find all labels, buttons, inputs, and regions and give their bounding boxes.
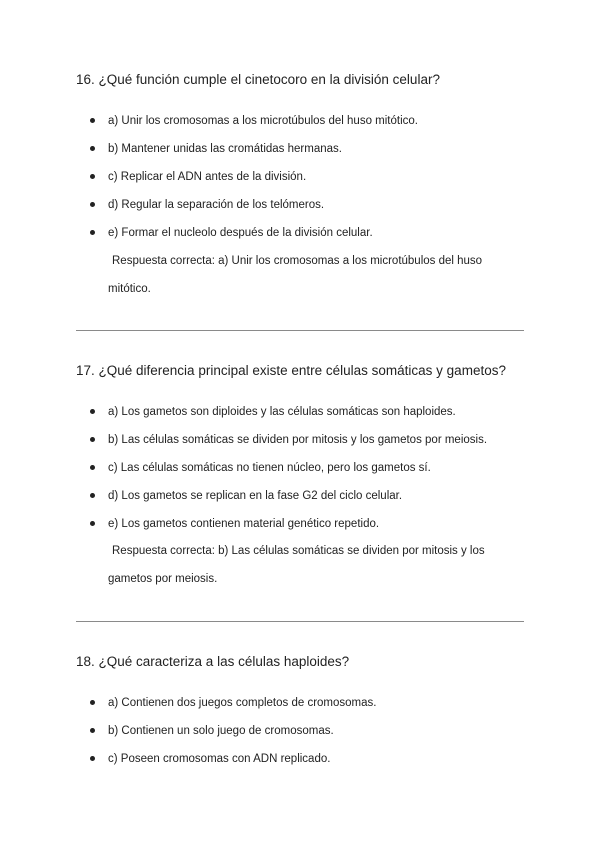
bullet-icon <box>90 174 95 179</box>
list-item <box>90 454 530 482</box>
question-title: 17. ¿Qué diferencia principal existe entre células somáticas y gametos? <box>76 363 506 378</box>
list-item <box>90 219 530 247</box>
bullet-icon <box>90 521 95 526</box>
bullet-icon <box>90 493 95 498</box>
option-text: c) Replicar el ADN antes de la división. <box>108 171 307 183</box>
list-item <box>90 398 530 426</box>
option-text: b) Las células somáticas se dividen por mitosis y los gametos por meiosis. <box>108 434 488 446</box>
list-item <box>90 135 530 163</box>
bullet-icon <box>90 409 95 414</box>
option-text: d) Regular la separación de los telómeros. <box>108 199 325 211</box>
bullet-icon <box>90 146 95 151</box>
correct-answer-16 <box>108 247 528 303</box>
list-item <box>90 163 530 191</box>
option-text: e) Formar el nucleolo después de la división celular. <box>108 227 373 239</box>
option-text: a) Contienen dos juegos completos de cromosomas. <box>108 697 377 709</box>
list-item <box>90 717 530 745</box>
question-title: 18. ¿Qué caracteriza a las células haploides? <box>76 654 350 669</box>
option-text: b) Contienen un solo juego de cromosomas. <box>108 725 334 737</box>
question-16 <box>76 71 526 89</box>
option-text: a) Unir los cromosomas a los microtúbulos del huso mitótico. <box>108 115 418 127</box>
option-text: a) Los gametos son diploides y las células somáticas son haploides. <box>108 406 456 418</box>
list-item <box>90 482 530 510</box>
list-item <box>90 745 530 773</box>
question-17 <box>76 362 526 380</box>
option-text: c) Las células somáticas no tienen núcleo, pero los gametos sí. <box>108 462 431 474</box>
options-list-16 <box>90 107 530 247</box>
option-text: c) Poseen cromosomas con ADN replicado. <box>108 753 331 765</box>
question-18 <box>76 653 526 671</box>
section-divider <box>76 330 524 331</box>
bullet-icon <box>90 202 95 207</box>
bullet-icon <box>90 465 95 470</box>
answer-line: mitótico. <box>108 283 151 295</box>
options-list-17 <box>90 398 530 538</box>
bullet-icon <box>90 700 95 705</box>
list-item <box>90 107 530 135</box>
list-item <box>90 689 530 717</box>
answer-line: gametos por meiosis. <box>108 573 218 585</box>
option-text: e) Los gametos contienen material genético repetido. <box>108 518 380 530</box>
list-item <box>90 510 530 538</box>
bullet-icon <box>90 230 95 235</box>
bullet-icon <box>90 728 95 733</box>
list-item <box>90 191 530 219</box>
section-divider <box>76 621 524 622</box>
answer-line: Respuesta correcta: a) Unir los cromosomas a los microtúbulos del huso <box>112 255 483 267</box>
bullet-icon <box>90 118 95 123</box>
list-item <box>90 426 530 454</box>
question-title: 16. ¿Qué función cumple el cinetocoro en la división celular? <box>76 72 440 87</box>
options-list-18 <box>90 689 530 773</box>
bullet-icon <box>90 437 95 442</box>
option-text: b) Mantener unidas las cromátidas hermanas. <box>108 143 342 155</box>
correct-answer-17 <box>108 537 528 593</box>
bullet-icon <box>90 756 95 761</box>
option-text: d) Los gametos se replican en la fase G2 del ciclo celular. <box>108 490 403 502</box>
answer-line: Respuesta correcta: b) Las células somáticas se dividen por mitosis y los <box>112 545 485 557</box>
